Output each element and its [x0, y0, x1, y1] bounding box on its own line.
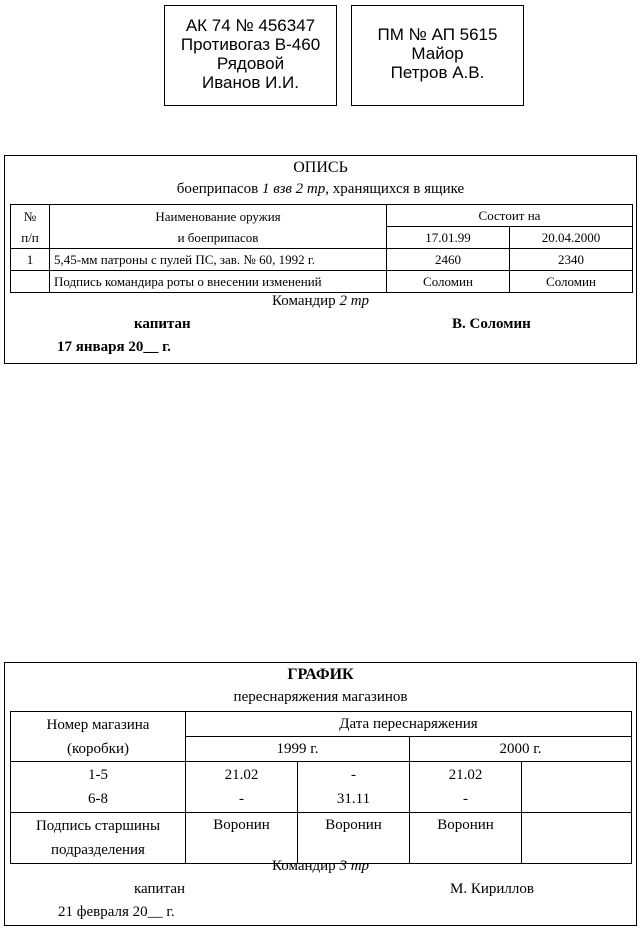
tag-line: Рядовой	[216, 54, 285, 73]
header-state: Состоит на	[387, 205, 633, 227]
tag-line: Иванов И.И.	[202, 73, 299, 92]
opis-title: ОПИСЬ	[293, 159, 348, 176]
tag-line: Петров А.В.	[390, 63, 485, 82]
opis-signer: В. Соломин	[452, 316, 531, 332]
header-year-2: 2000 г.	[410, 737, 632, 762]
tag-line: АК 74 № 456347	[185, 16, 316, 35]
grafik-table	[10, 711, 632, 864]
header-date-2: 20.04.2000	[510, 227, 633, 249]
table-row: Подпись командира роты о внесении изменений Соломин Соломин	[11, 271, 633, 293]
tag-line: Противогаз В-460	[180, 35, 321, 54]
grafik-signer: М. Кириллов	[450, 881, 534, 897]
table-row-group: 1-5 6-8 21.02 - - 31.11 21.02 -	[11, 762, 632, 813]
grafik-title: ГРАФИК	[287, 666, 354, 683]
tag-line: Майор	[411, 44, 464, 63]
grafik-subtitle: переснаряжения магазинов	[233, 689, 408, 705]
header-year-1: 1999 г.	[186, 737, 410, 762]
header-date-1: 17.01.99	[387, 227, 510, 249]
opis-subtitle-post: , хранящихся в ящике	[325, 181, 465, 197]
opis-subtitle	[4, 181, 637, 198]
header-magazine: Номер магазина (коробки)	[11, 712, 186, 762]
grafik-commander: Командир 3 тр	[271, 858, 370, 874]
opis-subtitle-unit: 1 взв 2 тр	[262, 181, 326, 197]
grafik-rank: капитан	[134, 881, 185, 897]
opis-subtitle-pre: боеприпасов	[176, 181, 259, 197]
opis-date: 17 января 20__ г.	[57, 339, 171, 355]
signature-row: Подпись старшины подразделения Воронин Воронин Воронин	[11, 813, 632, 864]
grafik-date: 21 февраля 20__ г.	[58, 904, 175, 920]
weapon-tag-1	[164, 5, 337, 106]
header-num: № п/п	[11, 205, 50, 249]
header-date: Дата переснаряжения	[186, 712, 632, 737]
table-row: 1 5,45-мм патроны с пулей ПС, зав. № 60, 1992 г. 2460 2340	[11, 249, 633, 271]
tag-line: ПМ № АП 5615	[377, 25, 498, 44]
opis-rank: капитан	[134, 316, 191, 332]
header-name: Наименование оружия и боеприпасов	[50, 205, 387, 249]
opis-table	[10, 204, 633, 293]
weapon-tag-2	[351, 5, 524, 106]
opis-commander: Командир 2 тр	[271, 293, 370, 309]
